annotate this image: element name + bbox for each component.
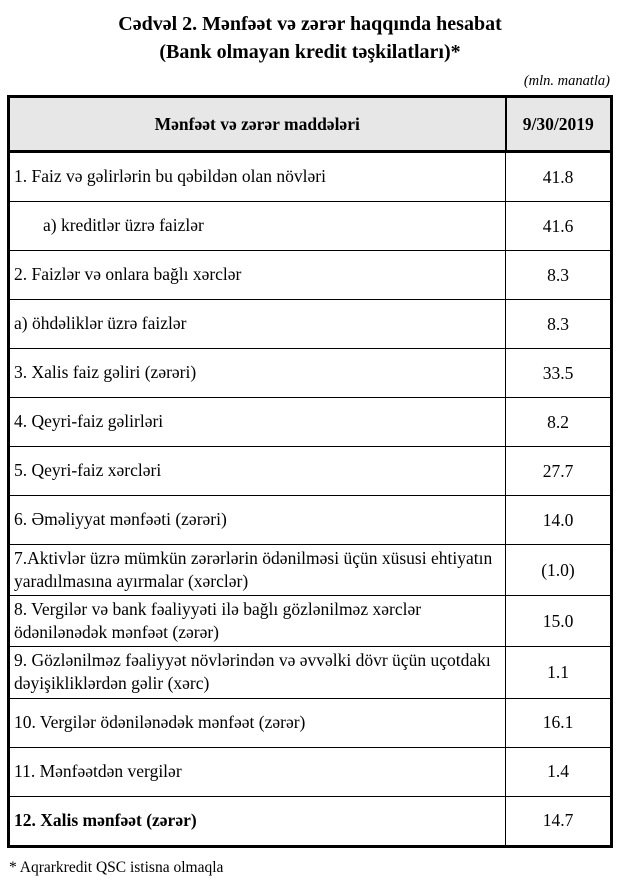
row-label: 12. Xalis mənfəət (zərər) xyxy=(9,796,506,846)
row-label: 4. Qeyri-faiz gəlirləri xyxy=(9,398,506,447)
row-value: (1.0) xyxy=(506,545,612,596)
row-value: 8.3 xyxy=(506,300,612,349)
row-label: 2. Faizlər və onlara bağlı xərclər xyxy=(9,251,506,300)
row-label: 10. Vergilər ödənilənədək mənfəət (zərər) xyxy=(9,698,506,747)
document-title-line1: Cədvəl 2. Mənfəət və zərər haqqında hesabat xyxy=(118,13,502,35)
table-row xyxy=(9,545,612,596)
row-value: 41.6 xyxy=(506,202,612,251)
table-row xyxy=(9,596,612,647)
table-header-row xyxy=(9,97,612,152)
table-body xyxy=(9,152,612,847)
row-value: 14.0 xyxy=(506,496,612,545)
profit-loss-table xyxy=(7,95,613,848)
table-row xyxy=(9,300,612,349)
row-value: 15.0 xyxy=(506,596,612,647)
table-header xyxy=(9,97,612,152)
row-label: 3. Xalis faiz gəliri (zərəri) xyxy=(9,349,506,398)
table-row xyxy=(9,447,612,496)
row-value: 14.7 xyxy=(506,796,612,846)
row-value: 33.5 xyxy=(506,349,612,398)
table-row xyxy=(9,698,612,747)
row-value: 27.7 xyxy=(506,447,612,496)
table-row xyxy=(9,796,612,846)
table-row xyxy=(9,647,612,698)
row-label: 11. Mənfəətdən vergilər xyxy=(9,747,506,796)
column-header-date: 9/30/2019 xyxy=(506,97,612,152)
document-title-line2: (Bank olmayan kredit təşkilatları)* xyxy=(159,41,461,63)
row-value: 16.1 xyxy=(506,698,612,747)
row-label: a) kreditlər üzrə faizlər xyxy=(9,202,506,251)
table-row xyxy=(9,202,612,251)
document-title xyxy=(7,10,613,66)
table-row xyxy=(9,496,612,545)
column-header-items: Mənfəət və zərər maddələri xyxy=(9,97,506,152)
row-label: 5. Qeyri-faiz xərcləri xyxy=(9,447,506,496)
row-label: 6. Əməliyyat mənfəəti (zərəri) xyxy=(9,496,506,545)
row-label: 8. Vergilər və bank fəaliyyəti ilə bağlı gözlənilməz xərclər ödənilənədək mənfəət (zərər) xyxy=(9,596,506,647)
row-value: 8.2 xyxy=(506,398,612,447)
row-value: 8.3 xyxy=(506,251,612,300)
row-label: 1. Faiz və gəlirlərin bu qəbildən olan növləri xyxy=(9,152,506,202)
row-label: a) öhdəliklər üzrə faizlər xyxy=(9,300,506,349)
row-label: 9. Gözlənilməz fəaliyyət növlərindən və əvvəlki dövr üçün uçotdakı dəyişikliklərdən gəlir (xərc) xyxy=(9,647,506,698)
row-value: 1.1 xyxy=(506,647,612,698)
row-label: 7.Aktivlər üzrə mümkün zərərlərin ödənilməsi üçün xüsusi ehtiyatın yaradılmasına ayırmalar (xərclər) xyxy=(9,545,506,596)
table-row xyxy=(9,152,612,202)
unit-note: (mln. manatla) xyxy=(523,73,610,89)
table-row xyxy=(9,251,612,300)
row-value: 41.8 xyxy=(506,152,612,202)
footnote: * Aqrarkredit QSC istisna olmaqla xyxy=(9,858,224,876)
table-row xyxy=(9,398,612,447)
row-value: 1.4 xyxy=(506,747,612,796)
table-row xyxy=(9,349,612,398)
table-row xyxy=(9,747,612,796)
